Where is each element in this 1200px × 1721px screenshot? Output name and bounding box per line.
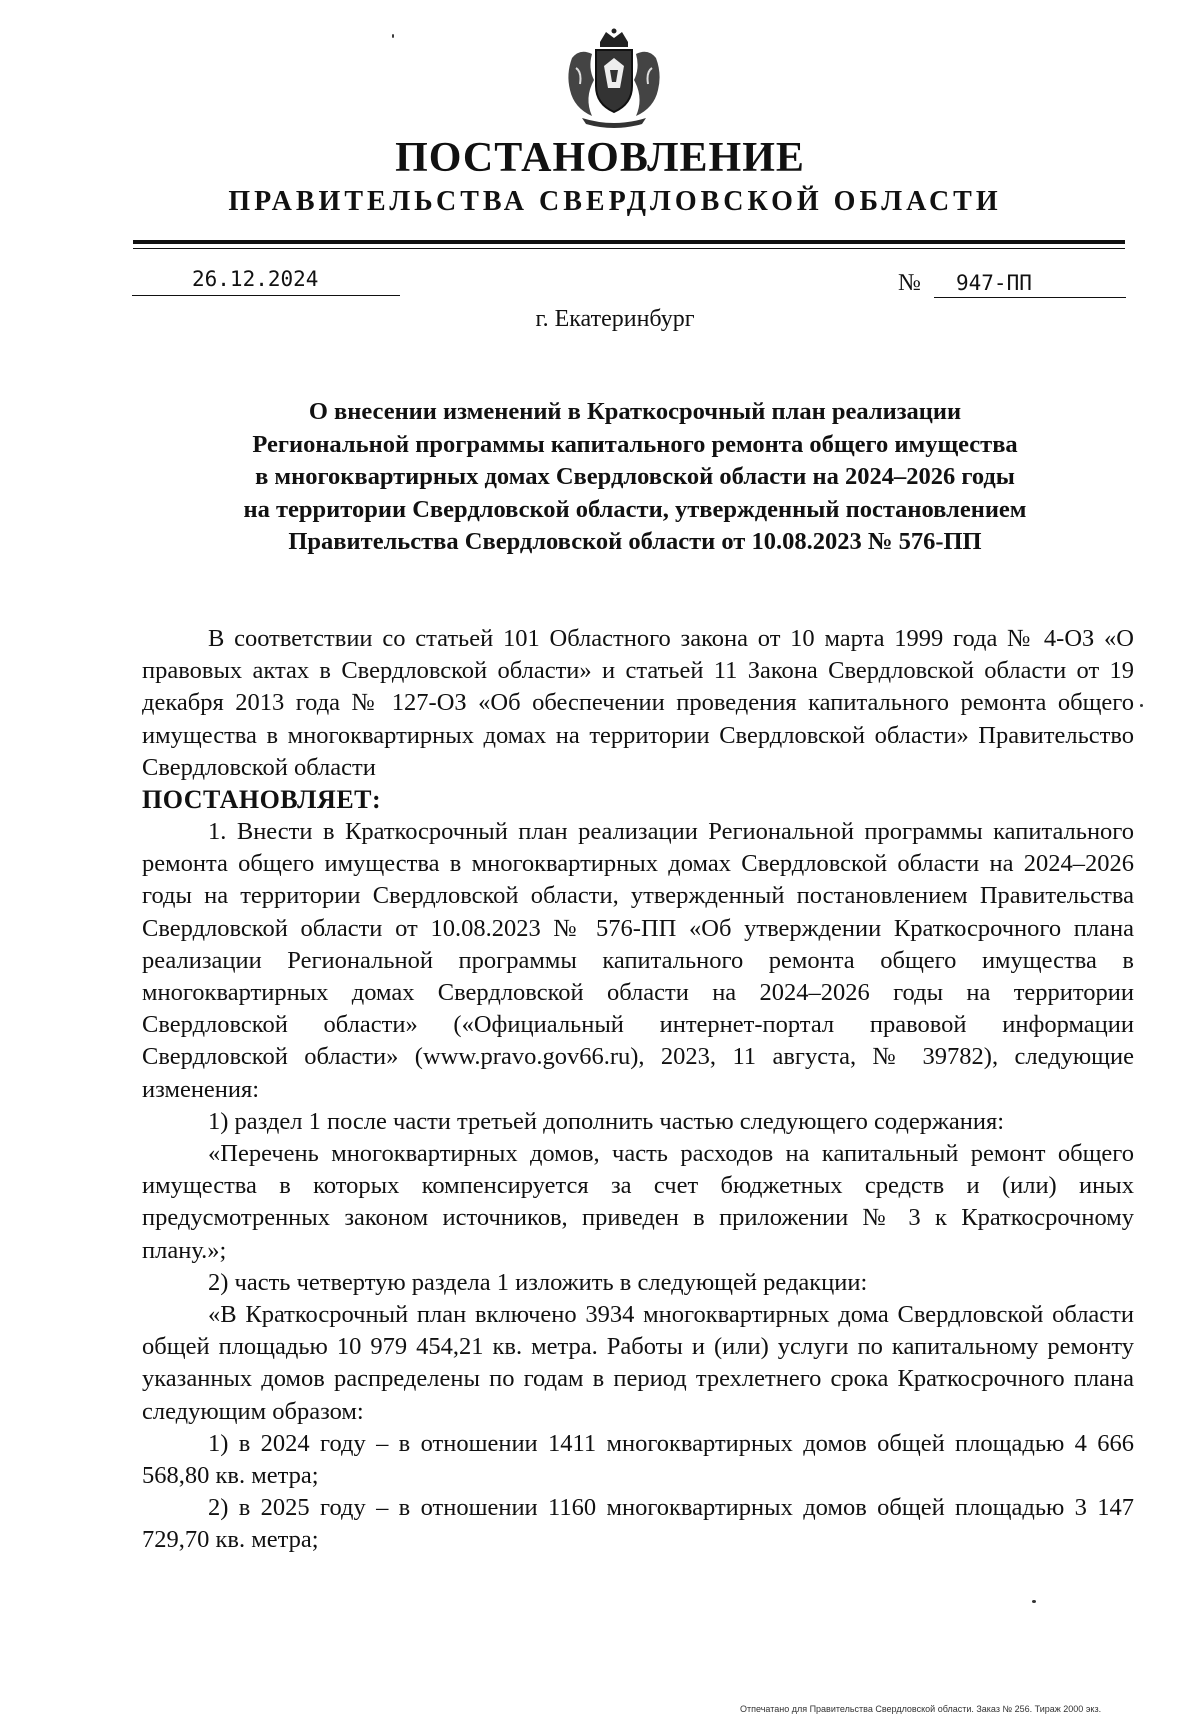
coat-of-arms-icon	[562, 28, 666, 128]
document-body	[142, 623, 1134, 1557]
title-line: на территории Свердловской области, утвержденный постановлением	[243, 495, 1027, 523]
document-number-row	[898, 268, 1126, 300]
number-sign: №	[898, 270, 921, 296]
subitem-2-paragraph: 2) часть четвертую раздела 1 изложить в следующей редакции:	[208, 1268, 868, 1296]
item-1-paragraph: 1. Внести в Краткосрочный план реализации Региональной программы капитального ремонта общего имущества в многоквартирных домах Свердловской области на 2024–2026 годы на территории Свердловской области, утвержденный постановлением Правительства Свердловской области от 10.08.2023 № 576-ПП «Об утверждении Краткосрочного плана реализации Региональной программы капитального ремонта общего имущества в многоквартирных домах Свердловской области на 2024–2026 годы на территории Свердловской области» («Официальный интернет-портал правовой информации Свердловской области» (www.pravo.gov66.ru), 2023, 11 августа, № 39782), следующие изменения:	[142, 818, 1134, 1103]
subitem-1-paragraph: 1) раздел 1 после части третьей дополнить частью следующего содержания:	[208, 1107, 1005, 1135]
document-city: г. Екатеринбург	[535, 306, 695, 332]
subitem-2-quote: «В Краткосрочный план включено 3934 многоквартирных дома Свердловской области общей площадью 10 979 454,21 кв. метра. Работы и (или) услуги по капитальному ремонту указанных домов распределены по годам в период трехлетнего срока Краткосрочного плана следующим образом:	[142, 1301, 1134, 1425]
title-line: в многоквартирных домах Свердловской области на 2024–2026 годы	[255, 463, 1015, 490]
subitem-1-quote: «Перечень многоквартирных домов, часть расходов на капитальный ремонт общего имущества в которых компенсируется за счет бюджетных средств и (или) иных предусмотренных законом источников, приведен в приложении № 3 к Краткосрочному плану.»;	[142, 1140, 1134, 1264]
scan-speck	[1032, 1600, 1036, 1603]
title-line: Региональной программы капитального ремонта общего имущества	[252, 430, 1018, 458]
document-date: 26.12.2024	[132, 264, 400, 296]
header-rule-thick	[133, 240, 1125, 244]
title-line: О внесении изменений в Краткосрочный план реализации	[308, 398, 962, 425]
document-number: 947-ПП	[934, 268, 1126, 298]
print-note: Отпечатано для Правительства Свердловской области. Заказ № 256. Тираж 2000 экз.	[740, 1704, 1102, 1714]
issuer-name: ПРАВИТЕЛЬСТВА СВЕРДЛОВСКОЙ ОБЛАСТИ	[228, 186, 1002, 217]
header-rule-thin	[133, 248, 1125, 249]
scan-speck	[392, 34, 394, 38]
preamble-paragraph: В соответствии со статьей 101 Областного закона от 10 марта 1999 года № 4-ОЗ «О правовых актах в Свердловской области» и статьей 11 Закона Свердловской области от 19 декабря 2013 года № 127-ОЗ «Об обеспечении проведения капитального ремонта общего имущества в многоквартирных домах на территории Свердловской области» Правительство Свердловской области	[142, 625, 1134, 781]
scan-speck	[1140, 704, 1143, 707]
document-type: ПОСТАНОВЛЕНИЕ	[395, 135, 805, 181]
title-line: Правительства Свердловской области от 10.08.2023 № 576-ПП	[288, 528, 982, 555]
document-title	[140, 396, 1130, 559]
resolve-heading: ПОСТАНОВЛЯЕТ:	[142, 785, 382, 815]
year-2024-paragraph: 1) в 2024 году – в отношении 1411 многоквартирных домов общей площадью 4 666 568,80 кв. метра;	[142, 1429, 1134, 1490]
year-2025-paragraph: 2) в 2025 году – в отношении 1160 многоквартирных домов общей площадью 3 147 729,70 кв. метра;	[142, 1494, 1134, 1554]
